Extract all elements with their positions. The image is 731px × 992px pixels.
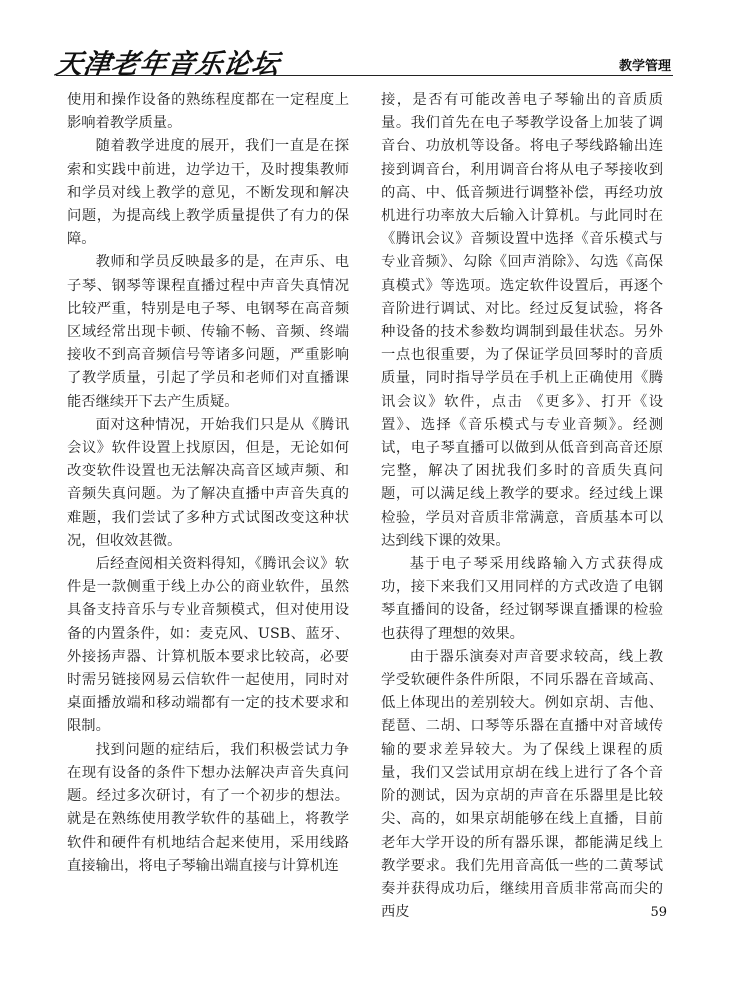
paragraph: 找到问题的症结后，我们积极尝试力争在现有设备的条件下想办法解决声音失真问题。经过多次研讨，有了一个初步的想法。就是在熟练使用教学软件的基础上，将教学软件和硬件有机地结合起来使用，采用线路直接输出，将电子琴输出端直接与计算机连 [67, 741, 349, 874]
header-rule [56, 75, 673, 76]
paragraph: 随着教学进度的展开，我们一直是在探索和实践中前进，边学边干，及时搜集教师和学员对线上教学的意见，不断发现和解决问题，为提高线上教学质量提供了有力的保障。 [67, 138, 349, 248]
page-number: 59 [650, 905, 667, 920]
paragraph: 后经查阅相关资料得知，《腾讯会议》软件是一款侧重于线上办公的商业软件，虽然具备支持音乐与专业音频模式，但对使用设备的内置条件，如：麦克风、USB、蓝牙、外接扬声器、计算机版本要求比较高，必要时需另链接网易云信软件一起使用，同时对桌面播放端和移动端都有一定的技术要求和限制。 [67, 556, 349, 735]
paragraph: 面对这种情况，开始我们只是从《腾讯会议》软件设置上找原因，但是，无论如何改变软件设置也无法解决高音区域声频、和音频失真问题。为了解决直播中声音失真的难题，我们尝试了多种方式试图改变这种状况，但收效甚微。 [67, 416, 349, 549]
paragraph: 使用和操作设备的熟练程度都在一定程度上影响着教学质量。 [67, 92, 349, 132]
paragraph: 教师和学员反映最多的是，在声乐、电子琴、钢琴等课程直播过程中声音失真情况比较严重，特别是电子琴、电钢琴在高音频区域经常出现卡顿、传输不畅、音频、终端接收不到高音频信号等诸多问题，严重影响了教学质量，引起了学员和老师们对直播课能否继续开下去产生质疑。 [67, 254, 349, 410]
section-label: 教学管理 [618, 59, 671, 74]
paragraph: 基于电子琴采用线路输入方式获得成功，接下来我们又用同样的方式改造了电钢琴直播间的设备，经过钢琴课直播课的检验也获得了理想的效果。 [381, 556, 663, 642]
left-column [67, 89, 349, 878]
paragraph: 由于器乐演奏对声音要求较高，线上教学受软硬件条件所限，不同乐器在音域高、低上体现出的差别较大。例如京胡、吉他、琵琶、二胡、口琴等乐器在直播中对音域传输的要求差异较大。为了保线上课程的质量，我们又尝试用京胡在线上进行了各个音阶的测试，因为京胡的声音在乐器里是比较尖、高的，如果京胡能够在线上直播，目前老年大学开设的所有器乐课，都能满足线上教学要求。我们先用音高低一些的二黄琴试奏并获得成功后，继续用音质非常高而尖的西皮 [381, 648, 663, 921]
right-column [381, 89, 663, 924]
page-header [0, 0, 731, 78]
journal-masthead: 天津老年音乐论坛 [53, 49, 282, 80]
paragraph: 接，是否有可能改善电子琴输出的音质质量。我们首先在电子琴教学设备上加装了调音台、功放机等设备。将电子琴线路输出连接到调音台，利用调音台将从电子琴接收到的高、中、低音频进行调整补偿，再经功放机进行功率放大后输入计算机。与此同时在《腾讯会议》音频设置中选择《音乐模式与专业音频》、勾除《回声消除》、勾选《高保真模式》等选项。选定软件设置后，再逐个音阶进行调试、对比。经过反复试验，将各种设备的技术参数均调制到最佳状态。另外一点也很重要，为了保证学员回琴时的音质质量，同时指导学员在手机上正确使用《腾讯会议》软件，点击 《更多》、打开《设置》、选择《音乐模式与专业音频》。经测试，电子琴直播可以做到从低音到高音还原完整，解决了困扰我们多时的音质失真问题，可以满足线上教学的要求。经过线上课检验，学员对音质非常满意，音质基本可以达到线下课的效果。 [381, 92, 663, 549]
